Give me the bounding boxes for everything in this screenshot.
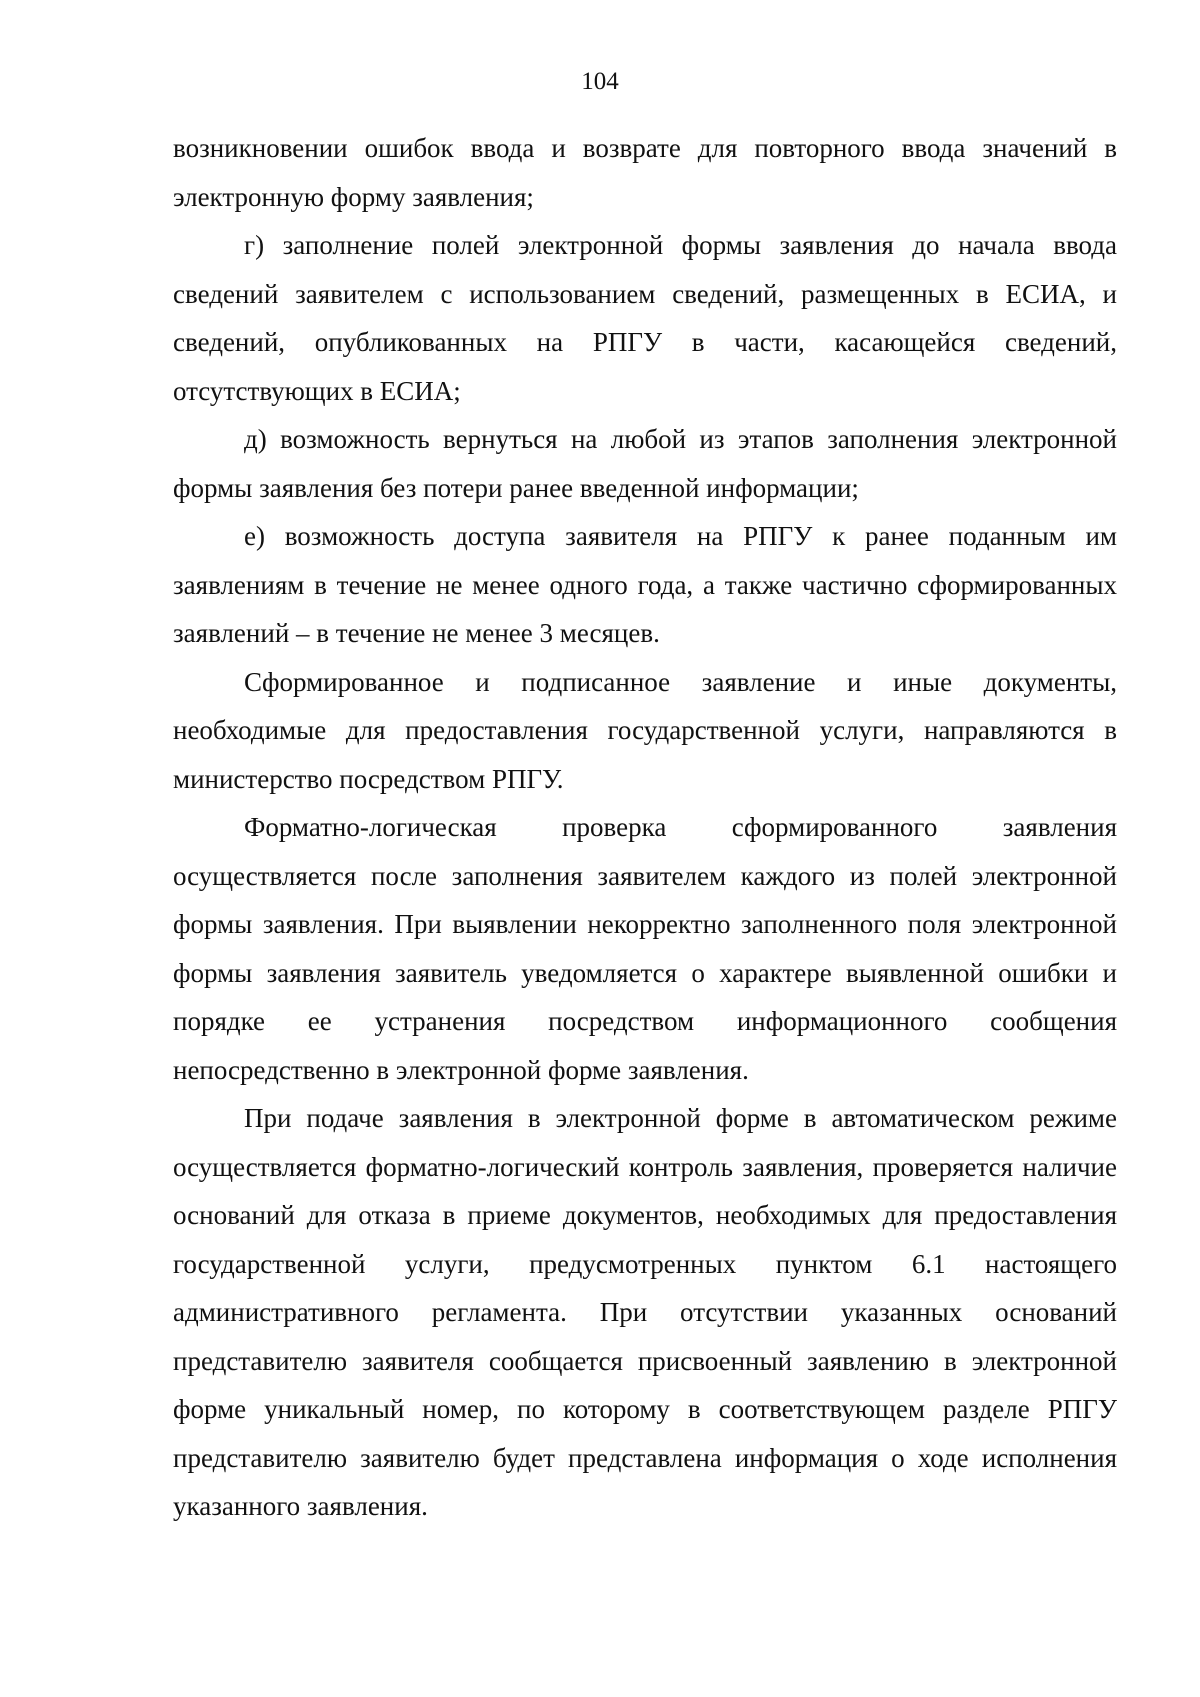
paragraph-continuation: возникновении ошибок ввода и возврате для повторного ввода значений в электронную форму заявления; <box>173 133 1117 212</box>
paragraph-item-d: д) возможность вернуться на любой из этапов заполнения электронной формы заявления без потери ранее введенной информации; <box>173 424 1117 503</box>
paragraph-format-check: Форматно-логическая проверка сформированного заявления осуществляется после заполнения заявителем каждого из полей электронной формы заявления. При выявлении некорректно заполненного поля электронной формы заявления заявитель уведомляется о характере выявленной ошибки и порядке ее устранения посредством информационного сообщения непосредственно в электронной форме заявления. <box>173 812 1117 1085</box>
paragraph-item-g: г) заполнение полей электронной формы заявления до начала ввода сведений заявителем с использованием сведений, размещенных в ЕСИА, и сведений, опубликованных на РПГУ в части, касающейся сведений, отсутствующих в ЕСИА; <box>173 230 1117 406</box>
document-body <box>173 124 1117 1531</box>
paragraph-electronic-submission: При подаче заявления в электронной форме в автоматическом режиме осуществляется форматно-логический контроль заявления, проверяется наличие оснований для отказа в приеме документов, необходимых для предоставления государственной услуги, предусмотренных пунктом 6.1 настоящего административного регламента. При отсутствии указанных оснований представителю заявителя сообщается присвоенный заявлению в электронной форме уникальный номер, по которому в соответствующем разделе РПГУ представителю заявителю будет представлена информация о ходе исполнения указанного заявления. <box>173 1103 1117 1521</box>
page-number: 104 <box>581 68 619 95</box>
paragraph-item-e: е) возможность доступа заявителя на РПГУ к ранее поданным им заявлениям в течение не менее одного года, а также частично сформированных заявлений – в течение не менее 3 месяцев. <box>173 521 1117 648</box>
paragraph-submission: Сформированное и подписанное заявление и иные документы, необходимые для предоставления государственной услуги, направляются в министерство посредством РПГУ. <box>173 666 1117 794</box>
